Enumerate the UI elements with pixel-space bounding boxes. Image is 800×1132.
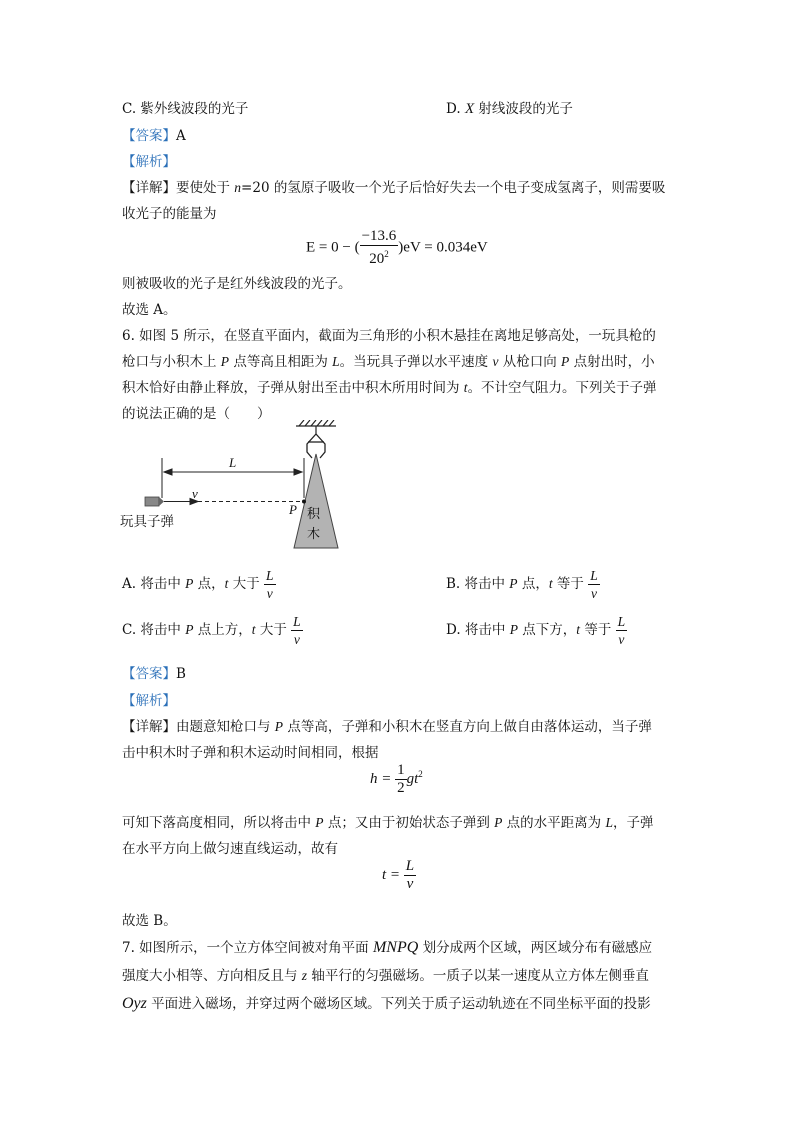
q6-var-p: P xyxy=(561,354,570,369)
q6-option-d-num: L xyxy=(617,614,626,629)
q6-option-a-t: t xyxy=(224,576,229,591)
q6-diagram-block-label2: 木 xyxy=(307,527,321,542)
q6-var-v: v xyxy=(492,354,499,369)
q5-option-d-prefix: D. xyxy=(446,101,465,117)
q6-stem-line2 xyxy=(122,350,655,370)
q5-answer xyxy=(122,124,186,144)
q6-text: 积木恰好由静止释放，子弹从射出至击中积木所用时间为 xyxy=(122,380,464,396)
ceiling-support xyxy=(296,420,336,434)
q5-option-d-suffix: 射线波段的光子 xyxy=(474,101,573,117)
q5-eq-num: −13.6 xyxy=(361,228,397,244)
q6-diagram-bullet-label: 玩具子弹 xyxy=(120,514,174,530)
q5-answer-value: A xyxy=(176,128,186,144)
q6-option-d-mid: 点下方， xyxy=(517,622,577,638)
q5-eq-right: )eV = 0.034eV xyxy=(398,239,488,256)
q6-option-d-t: t xyxy=(576,622,581,637)
q7-text: 轴平行的匀强磁场。一质子以某一速度从立方体左侧垂直 xyxy=(307,968,649,984)
q6-option-b xyxy=(446,566,600,602)
q6-text: 从枪口向 xyxy=(498,354,562,370)
q6-option-d xyxy=(446,612,627,648)
q6-option-b-p: P xyxy=(509,576,518,591)
q6-option-c-t: t xyxy=(251,622,256,637)
q5-eq-den-base: 20 xyxy=(369,251,385,267)
q6-free-fall-equation xyxy=(370,762,423,797)
q6-option-b-prefix: B. 将击中 xyxy=(446,576,510,592)
q5-analysis-tag: 【解析】 xyxy=(122,154,176,170)
toy-bullet-icon xyxy=(145,497,164,506)
q5-conclusion1: 则被吸收的光子是红外线波段的光子。 xyxy=(122,276,352,292)
q6-var-t: t xyxy=(463,380,468,395)
q6-detail-line3 xyxy=(122,811,654,831)
q6-option-b-mid: 点， xyxy=(517,576,549,592)
q5-conclusion2: 故选 A。 xyxy=(122,302,177,318)
q6-diagram-label-p: P xyxy=(289,502,297,517)
q6-eq1-num: 1 xyxy=(397,762,405,778)
q6-eq1-right: gt xyxy=(406,770,419,787)
q7-var-z: z xyxy=(301,968,308,983)
q5-option-d-var: X xyxy=(464,101,475,117)
q5-detail-text-b: =20 的氢原子吸收一个光子后恰好失去一个电子变成氢离子，则需要吸 xyxy=(241,180,666,196)
q6-option-b-t: t xyxy=(548,576,553,591)
q5-energy-equation xyxy=(306,228,488,268)
q6-option-c-rel: 大于 xyxy=(255,622,292,638)
q6-option-b-den: v xyxy=(590,586,597,601)
q6-detail-text: 可知下落高度相同，所以将击中 xyxy=(122,815,316,831)
q7-stem-line3 xyxy=(122,992,651,1013)
q6-option-a-rel: 大于 xyxy=(228,576,265,592)
q6-eq2-den: v xyxy=(406,876,414,892)
q6-text: 。当玩具子弹以水平速度 xyxy=(339,354,493,370)
q6-var-p: P xyxy=(220,354,230,369)
q7-stem-line2 xyxy=(122,964,649,984)
q6-option-a-num: L xyxy=(266,568,274,583)
q7-plane-oyz: Oyz xyxy=(122,995,147,1012)
q6-diagram-label-v: v xyxy=(192,486,198,501)
q6-option-c-p: P xyxy=(185,622,194,637)
q6-stem-line4: 的说法正确的是（ ） xyxy=(122,406,271,422)
q6-detail-line4: 在水平方向上做匀速直线运动，故有 xyxy=(122,841,338,857)
q6-detail-var-p: P xyxy=(274,719,284,734)
q5-detail-text-a: 要使处于 xyxy=(176,180,235,196)
q6-answer-value: B xyxy=(176,666,186,682)
q6-text: 点射出时，小 xyxy=(569,354,655,370)
q6-option-a-prefix: A. 将击中 xyxy=(122,576,186,592)
q6-detail-var-p: P xyxy=(315,815,324,830)
q6-diagram-block-label1: 积 xyxy=(307,507,321,522)
q6-option-a-den: v xyxy=(266,586,273,601)
q6-option-c-mid: 点上方， xyxy=(193,622,252,638)
q6-detail-text: 点；又由于初始状态子弹到 xyxy=(323,815,495,831)
q6-option-a-p: P xyxy=(185,576,194,591)
q7-stem-line1 xyxy=(122,936,652,957)
q5-detail-var-n: n xyxy=(234,180,242,195)
q6-detail-text: ，子弹 xyxy=(613,815,654,831)
q6-detail-var-p: P xyxy=(494,815,503,830)
q5-answer-tag: 【答案】 xyxy=(122,128,176,144)
q6-detail-tag: 【详解】 xyxy=(122,719,176,735)
q5-eq-left: E = 0 − ( xyxy=(306,239,360,256)
q5-eq-fraction xyxy=(360,228,399,268)
q6-text: 。不计空气阻力。下列关于子弹 xyxy=(467,380,657,396)
q7-plane-mnpq: MNPQ xyxy=(372,939,419,956)
q6-eq2-num: L xyxy=(405,858,415,874)
q5-detail-line1 xyxy=(122,176,665,196)
q6-answer xyxy=(122,662,186,682)
q6-time-equation xyxy=(382,858,416,893)
q5-detail-tag: 【详解】 xyxy=(122,180,176,196)
q6-eq2-left: t = xyxy=(382,866,404,883)
q6-analysis-tag: 【解析】 xyxy=(122,693,176,709)
q6-conclusion: 故选 B。 xyxy=(122,913,177,929)
q5-option-d xyxy=(446,97,573,118)
q6-option-d-rel: 等于 xyxy=(580,622,616,638)
q6-answer-tag: 【答案】 xyxy=(122,666,176,682)
q6-option-a-mid: 点， xyxy=(193,576,225,592)
q6-option-d-prefix: D. 将击中 xyxy=(446,622,510,638)
q5-eq-den-exp: 2 xyxy=(384,249,389,259)
q6-detail-var-l: L xyxy=(605,815,613,830)
q5-detail-line2: 收光子的能量为 xyxy=(122,206,217,222)
q6-eq1-den: 2 xyxy=(397,780,405,796)
q6-text: 点等高且相距为 xyxy=(229,354,333,370)
q6-option-b-rel: 等于 xyxy=(552,576,589,592)
q6-option-c xyxy=(122,612,303,648)
q6-option-b-num: L xyxy=(590,568,598,583)
q6-option-c-den: v xyxy=(293,632,300,647)
q6-text: 枪口与小积木上 xyxy=(122,354,221,370)
q6-diagram-label-l: L xyxy=(229,455,237,470)
q6-option-d-p: P xyxy=(509,622,518,637)
q6-detail-text: 由题意知枪口与 xyxy=(176,719,275,735)
q5-option-c: C. 紫外线波段的光子 xyxy=(122,101,249,117)
q6-detail-line2: 击中积木时子弹和积木运动时间相同，根据 xyxy=(122,745,379,761)
q6-stem-line1: 6. 如图 5 所示，在竖直平面内，截面为三角形的小积木悬挂在离地足够高处，一玩具枪的 xyxy=(122,328,656,344)
q7-text: 平面进入磁场，并穿过两个磁场区域。下列关于质子运动轨迹在不同坐标平面的投影 xyxy=(146,996,651,1012)
q6-option-a xyxy=(122,566,276,602)
q6-var-l: L xyxy=(332,354,340,369)
q6-eq1-left: h = xyxy=(370,770,396,787)
q7-text: 强度大小相等、方向相反且与 xyxy=(122,968,302,984)
q6-option-d-den: v xyxy=(618,632,625,647)
q6-diagram xyxy=(118,420,358,555)
q7-text: 7. 如图所示，一个立方体空间被对角平面 xyxy=(122,940,373,956)
q6-eq1-exp: 2 xyxy=(418,768,423,779)
q6-detail-text: 点的水平距离为 xyxy=(502,815,606,831)
q7-text: 划分成两个区域，两区域分布有磁感应 xyxy=(418,940,653,956)
q6-detail-text: 点等高，子弹和小积木在竖直方向上做自由落体运动，当子弹 xyxy=(283,719,652,735)
q6-option-c-prefix: C. 将击中 xyxy=(122,622,186,638)
q6-stem-line3 xyxy=(122,376,657,396)
point-p-marker xyxy=(302,500,306,504)
q6-option-c-num: L xyxy=(293,614,301,629)
q6-detail-line1 xyxy=(122,715,652,735)
